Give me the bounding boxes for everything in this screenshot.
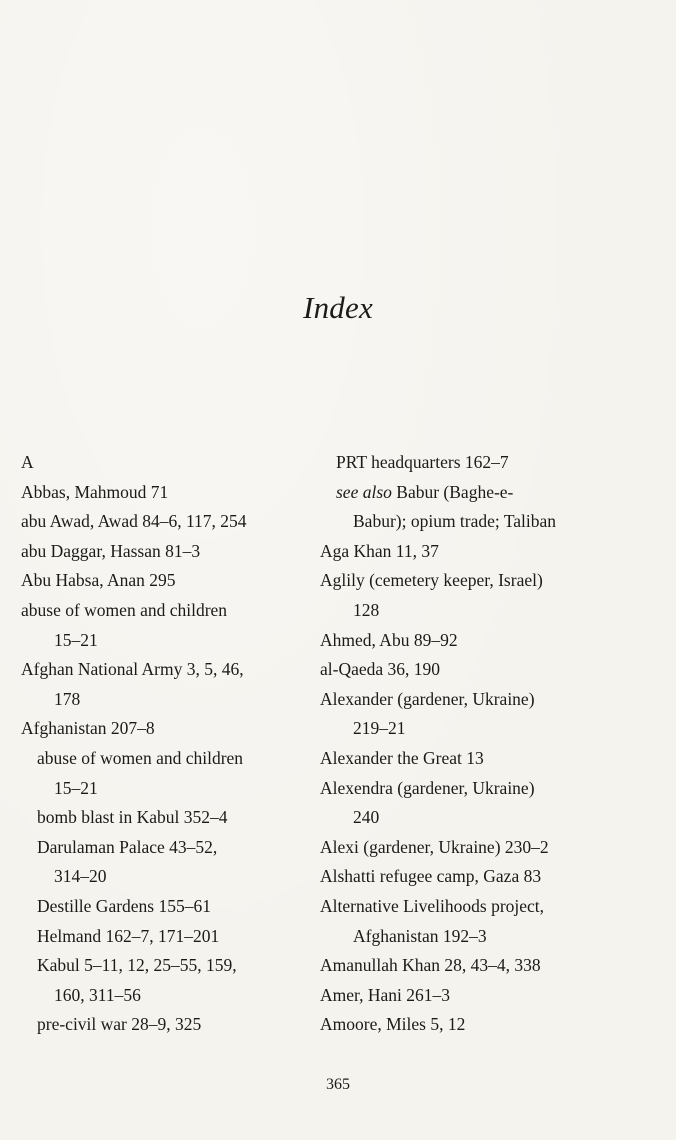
index-entry: Afghan National Army 3, 5, 46,: [21, 659, 244, 680]
index-entry: Alexander (gardener, Ukraine): [320, 688, 535, 709]
index-subentry: Darulaman Palace 43–52,: [37, 836, 218, 857]
index-entry: Abu Habsa, Anan 295: [21, 570, 176, 591]
index-entry-continuation: Afghanistan 192–3: [353, 925, 487, 946]
index-entry: abuse of women and children: [21, 599, 228, 620]
index-entry-continuation: 15–21: [54, 777, 98, 798]
page-number: 365: [326, 1076, 350, 1093]
index-subentry: abuse of women and children: [37, 747, 244, 768]
index-entry: Ahmed, Abu 89–92: [320, 629, 458, 650]
see-also-text: Babur (Baghe-e-: [391, 481, 514, 502]
index-column-right: [320, 448, 660, 1040]
index-entry: Afghanistan 207–8: [21, 718, 155, 739]
index-subentry: bomb blast in Kabul 352–4: [37, 807, 228, 828]
index-entry-continuation: 160, 311–56: [54, 984, 141, 1005]
index-entry-continuation: 128: [353, 599, 380, 620]
index-entry: Aga Khan 11, 37: [320, 540, 439, 561]
index-subentry: Kabul 5–11, 12, 25–55, 159,: [37, 955, 237, 976]
index-entry-continuation: 240: [353, 807, 380, 828]
index-entry: al-Qaeda 36, 190: [320, 659, 441, 680]
index-entry-continuation: Babur); opium trade; Taliban: [353, 511, 557, 532]
index-entry: Alternative Livelihoods project,: [320, 895, 545, 916]
index-subentry: Helmand 162–7, 171–201: [37, 925, 220, 946]
index-entry: Amer, Hani 261–3: [320, 984, 451, 1005]
index-subentry: PRT headquarters 162–7: [336, 452, 509, 472]
page-title: Index: [303, 290, 373, 325]
index-see-also: [320, 478, 660, 508]
index-entry: Alexendra (gardener, Ukraine): [320, 777, 535, 798]
index-subentry: Destille Gardens 155–61: [37, 895, 211, 916]
index-entry: abu Daggar, Hassan 81–3: [21, 540, 201, 561]
index-entry: Amanullah Khan 28, 43–4, 338: [320, 955, 541, 976]
index-entry-continuation: 219–21: [353, 718, 406, 739]
index-entry-continuation: 314–20: [54, 866, 107, 887]
index-entry-continuation: 178: [54, 688, 81, 709]
index-entry: Aglily (cemetery keeper, Israel): [320, 570, 543, 591]
index-entry: Alexander the Great 13: [320, 747, 484, 768]
index-entry: Abbas, Mahmoud 71: [21, 481, 169, 502]
index-subentry: pre-civil war 28–9, 325: [37, 1014, 202, 1035]
index-letter-heading: A: [21, 452, 34, 472]
see-also-label: see also: [336, 481, 392, 502]
index-column-left: [21, 448, 313, 1040]
index-entry: Alshatti refugee camp, Gaza 83: [320, 866, 542, 887]
index-entry: Amoore, Miles 5, 12: [320, 1014, 466, 1035]
index-entry-continuation: 15–21: [54, 629, 98, 650]
index-entry: abu Awad, Awad 84–6, 117, 254: [21, 511, 247, 532]
index-entry: Alexi (gardener, Ukraine) 230–2: [320, 836, 549, 857]
